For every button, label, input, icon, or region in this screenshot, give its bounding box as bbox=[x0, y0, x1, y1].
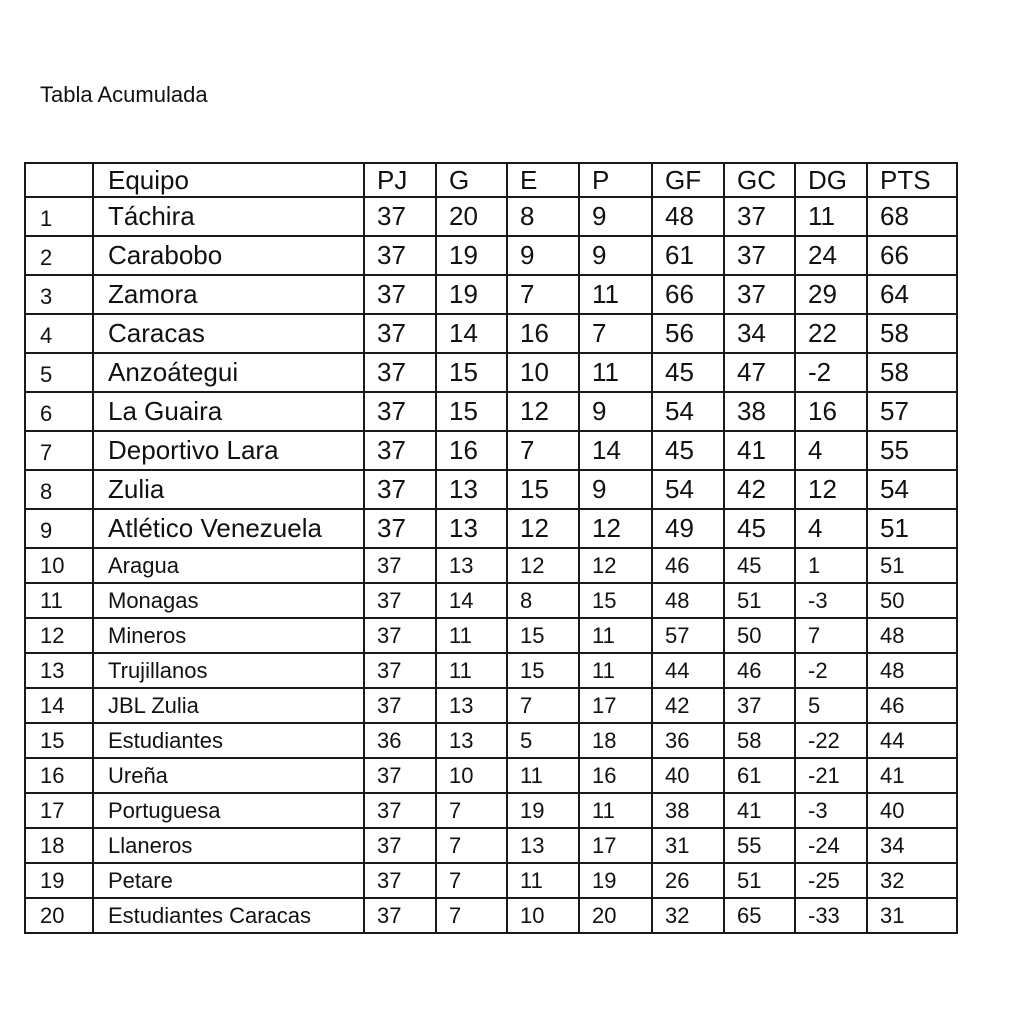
won-cell: 13 bbox=[436, 723, 507, 758]
goals-for-cell: 42 bbox=[652, 688, 724, 723]
goals-against-cell: 45 bbox=[724, 509, 795, 548]
team-cell: Zamora bbox=[93, 275, 364, 314]
goals-for-cell: 61 bbox=[652, 236, 724, 275]
goal-difference-cell: 7 bbox=[795, 618, 867, 653]
table-row bbox=[25, 863, 957, 898]
drawn-cell: 10 bbox=[507, 353, 579, 392]
drawn-cell: 7 bbox=[507, 275, 579, 314]
position-cell: 20 bbox=[25, 898, 93, 933]
goals-for-cell: 48 bbox=[652, 583, 724, 618]
lost-cell: 17 bbox=[579, 688, 652, 723]
column-header-drawn: E bbox=[507, 163, 579, 197]
goals-against-cell: 55 bbox=[724, 828, 795, 863]
won-cell: 19 bbox=[436, 236, 507, 275]
goals-for-cell: 36 bbox=[652, 723, 724, 758]
points-cell: 34 bbox=[867, 828, 957, 863]
goal-difference-cell: 1 bbox=[795, 548, 867, 583]
won-cell: 15 bbox=[436, 353, 507, 392]
team-cell: Petare bbox=[93, 863, 364, 898]
played-cell: 36 bbox=[364, 723, 436, 758]
table-row bbox=[25, 688, 957, 723]
goals-for-cell: 32 bbox=[652, 898, 724, 933]
position-cell: 12 bbox=[25, 618, 93, 653]
won-cell: 11 bbox=[436, 618, 507, 653]
won-cell: 13 bbox=[436, 470, 507, 509]
played-cell: 37 bbox=[364, 653, 436, 688]
goals-against-cell: 51 bbox=[724, 863, 795, 898]
drawn-cell: 7 bbox=[507, 431, 579, 470]
team-cell: Mineros bbox=[93, 618, 364, 653]
lost-cell: 9 bbox=[579, 470, 652, 509]
table-body bbox=[25, 197, 957, 933]
goals-against-cell: 37 bbox=[724, 197, 795, 236]
drawn-cell: 11 bbox=[507, 758, 579, 793]
goals-against-cell: 50 bbox=[724, 618, 795, 653]
position-cell: 5 bbox=[25, 353, 93, 392]
goals-for-cell: 45 bbox=[652, 431, 724, 470]
goal-difference-cell: 4 bbox=[795, 509, 867, 548]
table-row bbox=[25, 653, 957, 688]
lost-cell: 11 bbox=[579, 618, 652, 653]
points-cell: 58 bbox=[867, 314, 957, 353]
points-cell: 51 bbox=[867, 548, 957, 583]
won-cell: 15 bbox=[436, 392, 507, 431]
points-cell: 31 bbox=[867, 898, 957, 933]
points-cell: 66 bbox=[867, 236, 957, 275]
goals-for-cell: 54 bbox=[652, 392, 724, 431]
goals-for-cell: 57 bbox=[652, 618, 724, 653]
drawn-cell: 15 bbox=[507, 618, 579, 653]
goals-against-cell: 37 bbox=[724, 688, 795, 723]
column-header-won: G bbox=[436, 163, 507, 197]
goals-for-cell: 44 bbox=[652, 653, 724, 688]
played-cell: 37 bbox=[364, 197, 436, 236]
column-header-lost: P bbox=[579, 163, 652, 197]
played-cell: 37 bbox=[364, 898, 436, 933]
drawn-cell: 19 bbox=[507, 793, 579, 828]
drawn-cell: 10 bbox=[507, 898, 579, 933]
column-header-goals-for: GF bbox=[652, 163, 724, 197]
goal-difference-cell: 29 bbox=[795, 275, 867, 314]
goals-for-cell: 49 bbox=[652, 509, 724, 548]
goal-difference-cell: 12 bbox=[795, 470, 867, 509]
played-cell: 37 bbox=[364, 236, 436, 275]
goals-against-cell: 45 bbox=[724, 548, 795, 583]
team-cell: Táchira bbox=[93, 197, 364, 236]
played-cell: 37 bbox=[364, 618, 436, 653]
lost-cell: 11 bbox=[579, 653, 652, 688]
points-cell: 44 bbox=[867, 723, 957, 758]
table-row bbox=[25, 509, 957, 548]
lost-cell: 20 bbox=[579, 898, 652, 933]
goals-against-cell: 61 bbox=[724, 758, 795, 793]
goals-against-cell: 38 bbox=[724, 392, 795, 431]
lost-cell: 18 bbox=[579, 723, 652, 758]
table-row bbox=[25, 583, 957, 618]
goals-for-cell: 26 bbox=[652, 863, 724, 898]
team-cell: Estudiantes bbox=[93, 723, 364, 758]
standings-table bbox=[24, 162, 958, 934]
won-cell: 14 bbox=[436, 314, 507, 353]
position-cell: 17 bbox=[25, 793, 93, 828]
won-cell: 7 bbox=[436, 828, 507, 863]
lost-cell: 19 bbox=[579, 863, 652, 898]
points-cell: 48 bbox=[867, 618, 957, 653]
played-cell: 37 bbox=[364, 431, 436, 470]
played-cell: 37 bbox=[364, 793, 436, 828]
goals-against-cell: 65 bbox=[724, 898, 795, 933]
column-header-points: PTS bbox=[867, 163, 957, 197]
team-cell: Anzoátegui bbox=[93, 353, 364, 392]
team-cell: Carabobo bbox=[93, 236, 364, 275]
lost-cell: 12 bbox=[579, 548, 652, 583]
played-cell: 37 bbox=[364, 275, 436, 314]
position-cell: 15 bbox=[25, 723, 93, 758]
drawn-cell: 13 bbox=[507, 828, 579, 863]
table-row bbox=[25, 548, 957, 583]
lost-cell: 14 bbox=[579, 431, 652, 470]
goal-difference-cell: -25 bbox=[795, 863, 867, 898]
goal-difference-cell: 5 bbox=[795, 688, 867, 723]
goals-for-cell: 45 bbox=[652, 353, 724, 392]
goal-difference-cell: -22 bbox=[795, 723, 867, 758]
lost-cell: 7 bbox=[579, 314, 652, 353]
column-header-position bbox=[25, 163, 93, 197]
table-row bbox=[25, 353, 957, 392]
drawn-cell: 12 bbox=[507, 509, 579, 548]
goal-difference-cell: -3 bbox=[795, 793, 867, 828]
table-header-row bbox=[25, 163, 957, 197]
goals-against-cell: 37 bbox=[724, 275, 795, 314]
team-cell: Caracas bbox=[93, 314, 364, 353]
goal-difference-cell: -3 bbox=[795, 583, 867, 618]
position-cell: 3 bbox=[25, 275, 93, 314]
goals-against-cell: 47 bbox=[724, 353, 795, 392]
drawn-cell: 5 bbox=[507, 723, 579, 758]
goals-against-cell: 42 bbox=[724, 470, 795, 509]
goal-difference-cell: 4 bbox=[795, 431, 867, 470]
position-cell: 7 bbox=[25, 431, 93, 470]
lost-cell: 15 bbox=[579, 583, 652, 618]
position-cell: 14 bbox=[25, 688, 93, 723]
table-row bbox=[25, 314, 957, 353]
won-cell: 7 bbox=[436, 898, 507, 933]
points-cell: 32 bbox=[867, 863, 957, 898]
goals-against-cell: 58 bbox=[724, 723, 795, 758]
team-cell: Zulia bbox=[93, 470, 364, 509]
lost-cell: 11 bbox=[579, 275, 652, 314]
played-cell: 37 bbox=[364, 828, 436, 863]
won-cell: 10 bbox=[436, 758, 507, 793]
column-header-team: Equipo bbox=[93, 163, 364, 197]
won-cell: 11 bbox=[436, 653, 507, 688]
position-cell: 16 bbox=[25, 758, 93, 793]
table-row bbox=[25, 828, 957, 863]
goals-for-cell: 31 bbox=[652, 828, 724, 863]
points-cell: 41 bbox=[867, 758, 957, 793]
won-cell: 7 bbox=[436, 793, 507, 828]
table-row bbox=[25, 275, 957, 314]
drawn-cell: 8 bbox=[507, 583, 579, 618]
lost-cell: 9 bbox=[579, 236, 652, 275]
column-header-played: PJ bbox=[364, 163, 436, 197]
drawn-cell: 15 bbox=[507, 470, 579, 509]
team-cell: JBL Zulia bbox=[93, 688, 364, 723]
drawn-cell: 8 bbox=[507, 197, 579, 236]
won-cell: 20 bbox=[436, 197, 507, 236]
goals-against-cell: 46 bbox=[724, 653, 795, 688]
played-cell: 37 bbox=[364, 470, 436, 509]
goals-for-cell: 48 bbox=[652, 197, 724, 236]
team-cell: Monagas bbox=[93, 583, 364, 618]
goal-difference-cell: 11 bbox=[795, 197, 867, 236]
table-row bbox=[25, 758, 957, 793]
points-cell: 54 bbox=[867, 470, 957, 509]
team-cell: Llaneros bbox=[93, 828, 364, 863]
played-cell: 37 bbox=[364, 353, 436, 392]
drawn-cell: 12 bbox=[507, 548, 579, 583]
goals-for-cell: 56 bbox=[652, 314, 724, 353]
position-cell: 4 bbox=[25, 314, 93, 353]
played-cell: 37 bbox=[364, 583, 436, 618]
drawn-cell: 15 bbox=[507, 653, 579, 688]
goals-against-cell: 41 bbox=[724, 793, 795, 828]
goals-for-cell: 40 bbox=[652, 758, 724, 793]
played-cell: 37 bbox=[364, 863, 436, 898]
goals-for-cell: 54 bbox=[652, 470, 724, 509]
lost-cell: 9 bbox=[579, 197, 652, 236]
won-cell: 16 bbox=[436, 431, 507, 470]
team-cell: Estudiantes Caracas bbox=[93, 898, 364, 933]
played-cell: 37 bbox=[364, 548, 436, 583]
goals-against-cell: 41 bbox=[724, 431, 795, 470]
position-cell: 1 bbox=[25, 197, 93, 236]
table-row bbox=[25, 392, 957, 431]
won-cell: 13 bbox=[436, 509, 507, 548]
goal-difference-cell: 24 bbox=[795, 236, 867, 275]
position-cell: 10 bbox=[25, 548, 93, 583]
table-row bbox=[25, 898, 957, 933]
points-cell: 48 bbox=[867, 653, 957, 688]
table-row bbox=[25, 431, 957, 470]
points-cell: 57 bbox=[867, 392, 957, 431]
points-cell: 51 bbox=[867, 509, 957, 548]
team-cell: Aragua bbox=[93, 548, 364, 583]
team-cell: Atlético Venezuela bbox=[93, 509, 364, 548]
points-cell: 40 bbox=[867, 793, 957, 828]
points-cell: 55 bbox=[867, 431, 957, 470]
played-cell: 37 bbox=[364, 758, 436, 793]
goal-difference-cell: -2 bbox=[795, 353, 867, 392]
table-row bbox=[25, 723, 957, 758]
team-cell: Portuguesa bbox=[93, 793, 364, 828]
table-row bbox=[25, 618, 957, 653]
team-cell: Trujillanos bbox=[93, 653, 364, 688]
goal-difference-cell: 22 bbox=[795, 314, 867, 353]
goals-for-cell: 38 bbox=[652, 793, 724, 828]
position-cell: 18 bbox=[25, 828, 93, 863]
position-cell: 9 bbox=[25, 509, 93, 548]
won-cell: 13 bbox=[436, 548, 507, 583]
lost-cell: 9 bbox=[579, 392, 652, 431]
lost-cell: 17 bbox=[579, 828, 652, 863]
page-title: Tabla Acumulada bbox=[40, 82, 208, 107]
goal-difference-cell: 16 bbox=[795, 392, 867, 431]
drawn-cell: 16 bbox=[507, 314, 579, 353]
team-cell: La Guaira bbox=[93, 392, 364, 431]
won-cell: 19 bbox=[436, 275, 507, 314]
drawn-cell: 7 bbox=[507, 688, 579, 723]
team-cell: Ureña bbox=[93, 758, 364, 793]
won-cell: 13 bbox=[436, 688, 507, 723]
table-row bbox=[25, 793, 957, 828]
position-cell: 2 bbox=[25, 236, 93, 275]
drawn-cell: 11 bbox=[507, 863, 579, 898]
column-header-goal-difference: DG bbox=[795, 163, 867, 197]
played-cell: 37 bbox=[364, 314, 436, 353]
goal-difference-cell: -33 bbox=[795, 898, 867, 933]
played-cell: 37 bbox=[364, 688, 436, 723]
lost-cell: 12 bbox=[579, 509, 652, 548]
points-cell: 50 bbox=[867, 583, 957, 618]
lost-cell: 16 bbox=[579, 758, 652, 793]
lost-cell: 11 bbox=[579, 353, 652, 392]
column-header-goals-against: GC bbox=[724, 163, 795, 197]
points-cell: 64 bbox=[867, 275, 957, 314]
team-cell: Deportivo Lara bbox=[93, 431, 364, 470]
goal-difference-cell: -21 bbox=[795, 758, 867, 793]
position-cell: 11 bbox=[25, 583, 93, 618]
drawn-cell: 12 bbox=[507, 392, 579, 431]
goals-against-cell: 37 bbox=[724, 236, 795, 275]
drawn-cell: 9 bbox=[507, 236, 579, 275]
position-cell: 6 bbox=[25, 392, 93, 431]
goals-against-cell: 34 bbox=[724, 314, 795, 353]
position-cell: 8 bbox=[25, 470, 93, 509]
goals-for-cell: 66 bbox=[652, 275, 724, 314]
table-row bbox=[25, 197, 957, 236]
won-cell: 14 bbox=[436, 583, 507, 618]
points-cell: 46 bbox=[867, 688, 957, 723]
goal-difference-cell: -2 bbox=[795, 653, 867, 688]
position-cell: 19 bbox=[25, 863, 93, 898]
played-cell: 37 bbox=[364, 509, 436, 548]
points-cell: 58 bbox=[867, 353, 957, 392]
position-cell: 13 bbox=[25, 653, 93, 688]
won-cell: 7 bbox=[436, 863, 507, 898]
points-cell: 68 bbox=[867, 197, 957, 236]
table-row bbox=[25, 470, 957, 509]
goal-difference-cell: -24 bbox=[795, 828, 867, 863]
played-cell: 37 bbox=[364, 392, 436, 431]
lost-cell: 11 bbox=[579, 793, 652, 828]
table-row bbox=[25, 236, 957, 275]
goals-for-cell: 46 bbox=[652, 548, 724, 583]
goals-against-cell: 51 bbox=[724, 583, 795, 618]
